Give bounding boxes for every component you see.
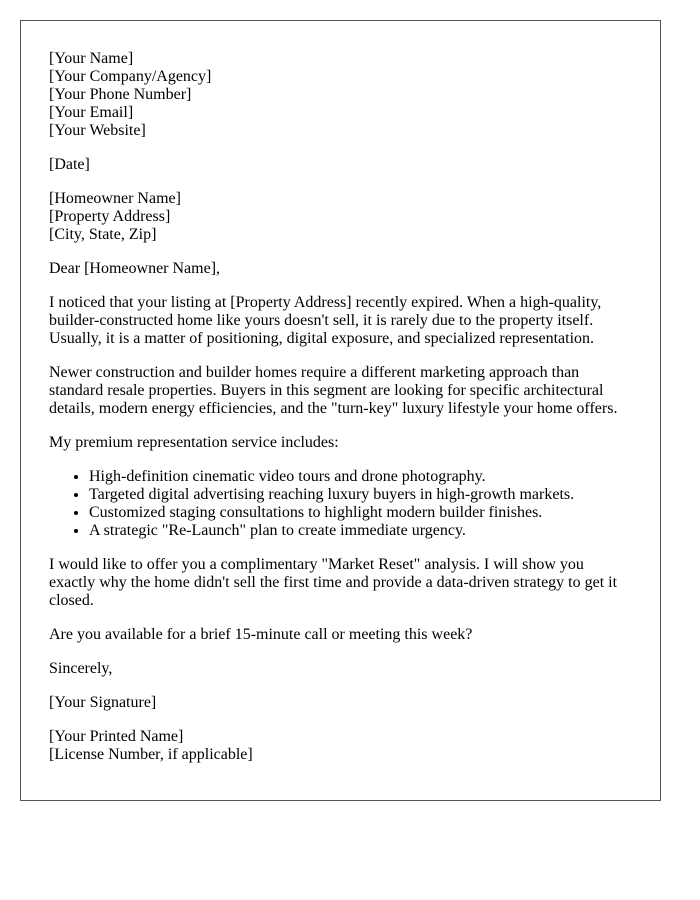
sender-email: [Your Email] [49,104,134,121]
date: [Date] [49,156,90,173]
letter [20,20,661,801]
sender-company: [Your Company/Agency] [49,68,212,85]
printed-block [49,728,632,764]
services-list [49,468,632,540]
closing: Sincerely, [49,660,113,677]
sender-block [49,50,632,140]
recipient-name: [Homeowner Name] [49,190,181,207]
recipient-address: [Property Address] [49,208,171,225]
services-intro: My premium representation service includes: [49,434,339,451]
recipient-city: [City, State, Zip] [49,226,157,243]
sender-website: [Your Website] [49,122,146,139]
service-item: • A strategic "Re-Launch" plan to create immediate urgency. [89,522,632,540]
approach-paragraph: Newer construction and builder homes require a different marketing approach than standard resale properties. Buyers in this segment are looking for specific architectural details, modern energy efficiencies, and the "turn-key" luxury lifestyle your home offers. [49,364,618,417]
salutation: Dear [Homeowner Name], [49,260,221,277]
service-item: • Customized staging consultations to highlight modern builder finishes. [89,504,632,522]
printed-name: [Your Printed Name] [49,728,184,745]
intro-paragraph: I noticed that your listing at [Property Address] recently expired. When a high-quality, builder-constructed home like yours doesn't sell, it is rarely due to the property itself. Usually, it is a matter of positioning, digital exposure, and specialized representation. [49,294,602,347]
question-paragraph: Are you available for a brief 15-minute call or meeting this week? [49,626,473,643]
service-item: • High-definition cinematic video tours and drone photography. [89,468,632,486]
sender-name: [Your Name] [49,50,134,67]
service-item: • Targeted digital advertising reaching luxury buyers in high-growth markets. [89,486,632,504]
signature: [Your Signature] [49,694,157,711]
sender-phone: [Your Phone Number] [49,86,192,103]
offer-paragraph: I would like to offer you a complimentary "Market Reset" analysis. I will show you exactly why the home didn't sell the first time and provide a data-driven strategy to get it closed. [49,556,618,609]
recipient-block [49,190,632,244]
license-number: [License Number, if applicable] [49,746,253,763]
